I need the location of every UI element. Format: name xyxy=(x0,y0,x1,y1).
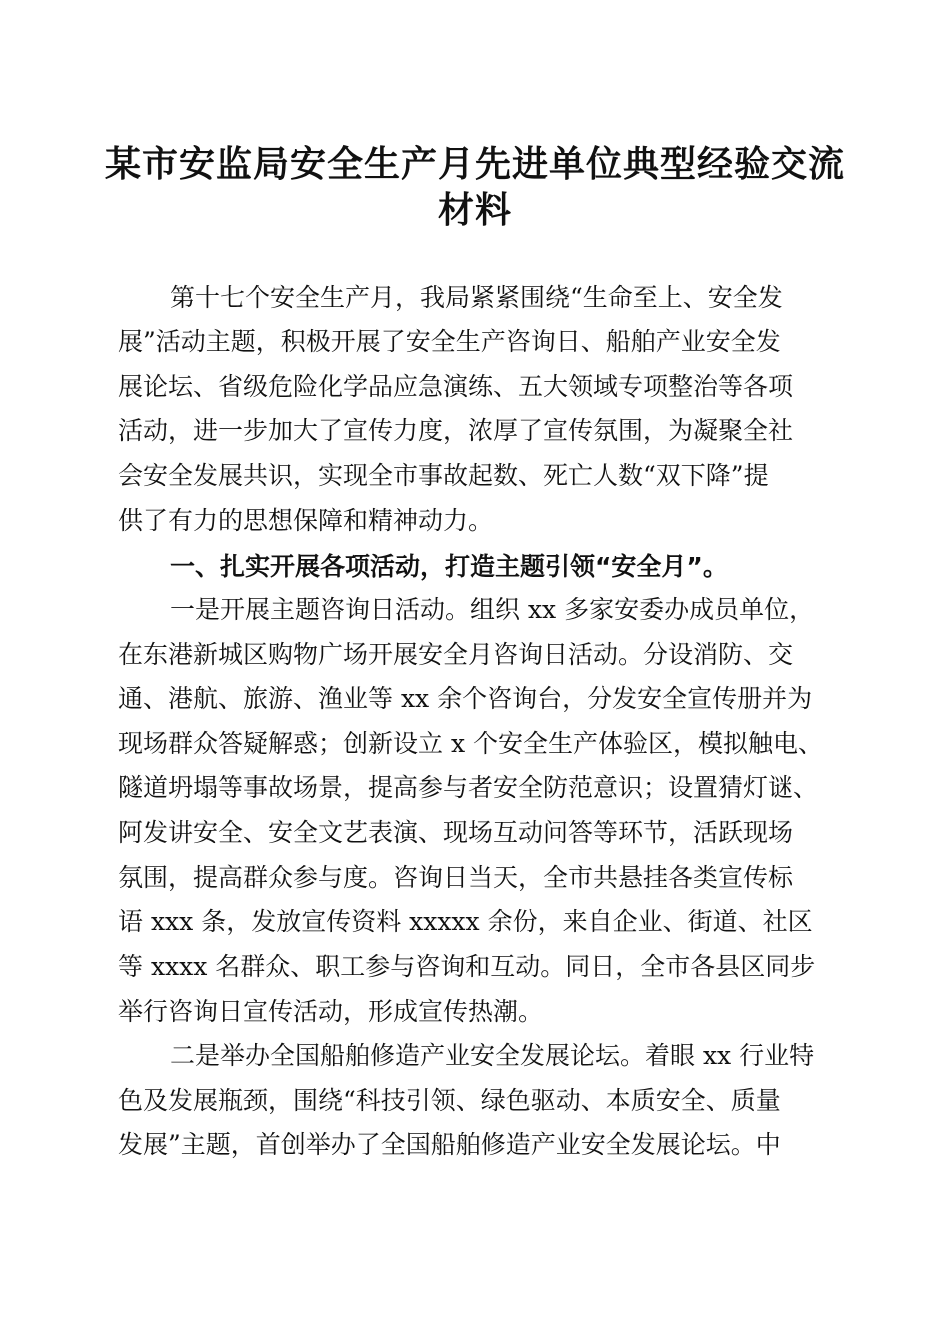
paragraph-3-line: 二是举办全国船舶修造产业安全发展论坛。着眼 xx 行业特 xyxy=(170,1041,815,1070)
paragraph-1-line: 供了有力的思想保障和精神动力。 xyxy=(118,506,494,535)
paragraph-2-line: 氛围，提高群众参与度。咨询日当天，全市共悬挂各类宣传标 xyxy=(118,863,794,892)
paragraph-2-line: 隧道坍塌等事故场景，提高参与者安全防范意识；设置猜灯谜、 xyxy=(118,773,819,802)
paragraph-2-line: 举行咨询日宣传活动，形成宣传热潮。 xyxy=(118,997,544,1026)
paragraph-2-line: 通、港航、旅游、渔业等 xx 余个咨询台，分发安全宣传册并为 xyxy=(118,684,813,713)
paragraph-2-line: 语 xxx 条，发放宣传资料 xxxxx 余份，来自企业、街道、社区 xyxy=(118,907,813,936)
paragraph-2-line: 现场群众答疑解惑；创新设立 x 个安全生产体验区，模拟触电、 xyxy=(118,729,823,758)
document-title-line-2: 材料 xyxy=(437,189,512,231)
paragraph-1-line: 展论坛、省级危险化学品应急演练、五大领域专项整治等各项 xyxy=(118,372,794,401)
paragraph-3-line: 发展”主题，首创举办了全国船舶修造产业安全发展论坛。中 xyxy=(118,1130,781,1159)
paragraph-1-line: 第十七个安全生产月，我局紧紧围绕“生命至上、安全发 xyxy=(170,283,783,312)
paragraph-2-line: 在东港新城区购物广场开展安全月咨询日活动。分设消防、交 xyxy=(118,640,794,669)
paragraph-2-line: 阿发讲安全、安全文艺表演、现场互动问答等环节，活跃现场 xyxy=(118,818,794,847)
paragraph-3-line: 色及发展瓶颈，围绕“科技引领、绿色驱动、本质安全、质量 xyxy=(118,1086,781,1115)
paragraph-2-line: 等 xxxx 名群众、职工参与咨询和互动。同日，全市各县区同步 xyxy=(118,952,816,981)
paragraph-1-line: 展”活动主题，积极开展了安全生产咨询日、船舶产业安全发 xyxy=(118,327,781,356)
paragraph-1-line: 会安全发展共识，实现全市事故起数、死亡人数“双下降”提 xyxy=(118,461,769,490)
document-title-line-1: 某市安监局安全生产月先进单位典型经验交流 xyxy=(104,143,845,185)
paragraph-2-line: 一是开展主题咨询日活动。组织 xx 多家安委办成员单位， xyxy=(170,595,815,624)
paragraph-1-line: 活动，进一步加大了宣传力度，浓厚了宣传氛围，为凝聚全社 xyxy=(118,416,794,445)
section-heading-1: 一、扎实开展各项活动，打造主题引领“安全月”。 xyxy=(170,552,728,581)
